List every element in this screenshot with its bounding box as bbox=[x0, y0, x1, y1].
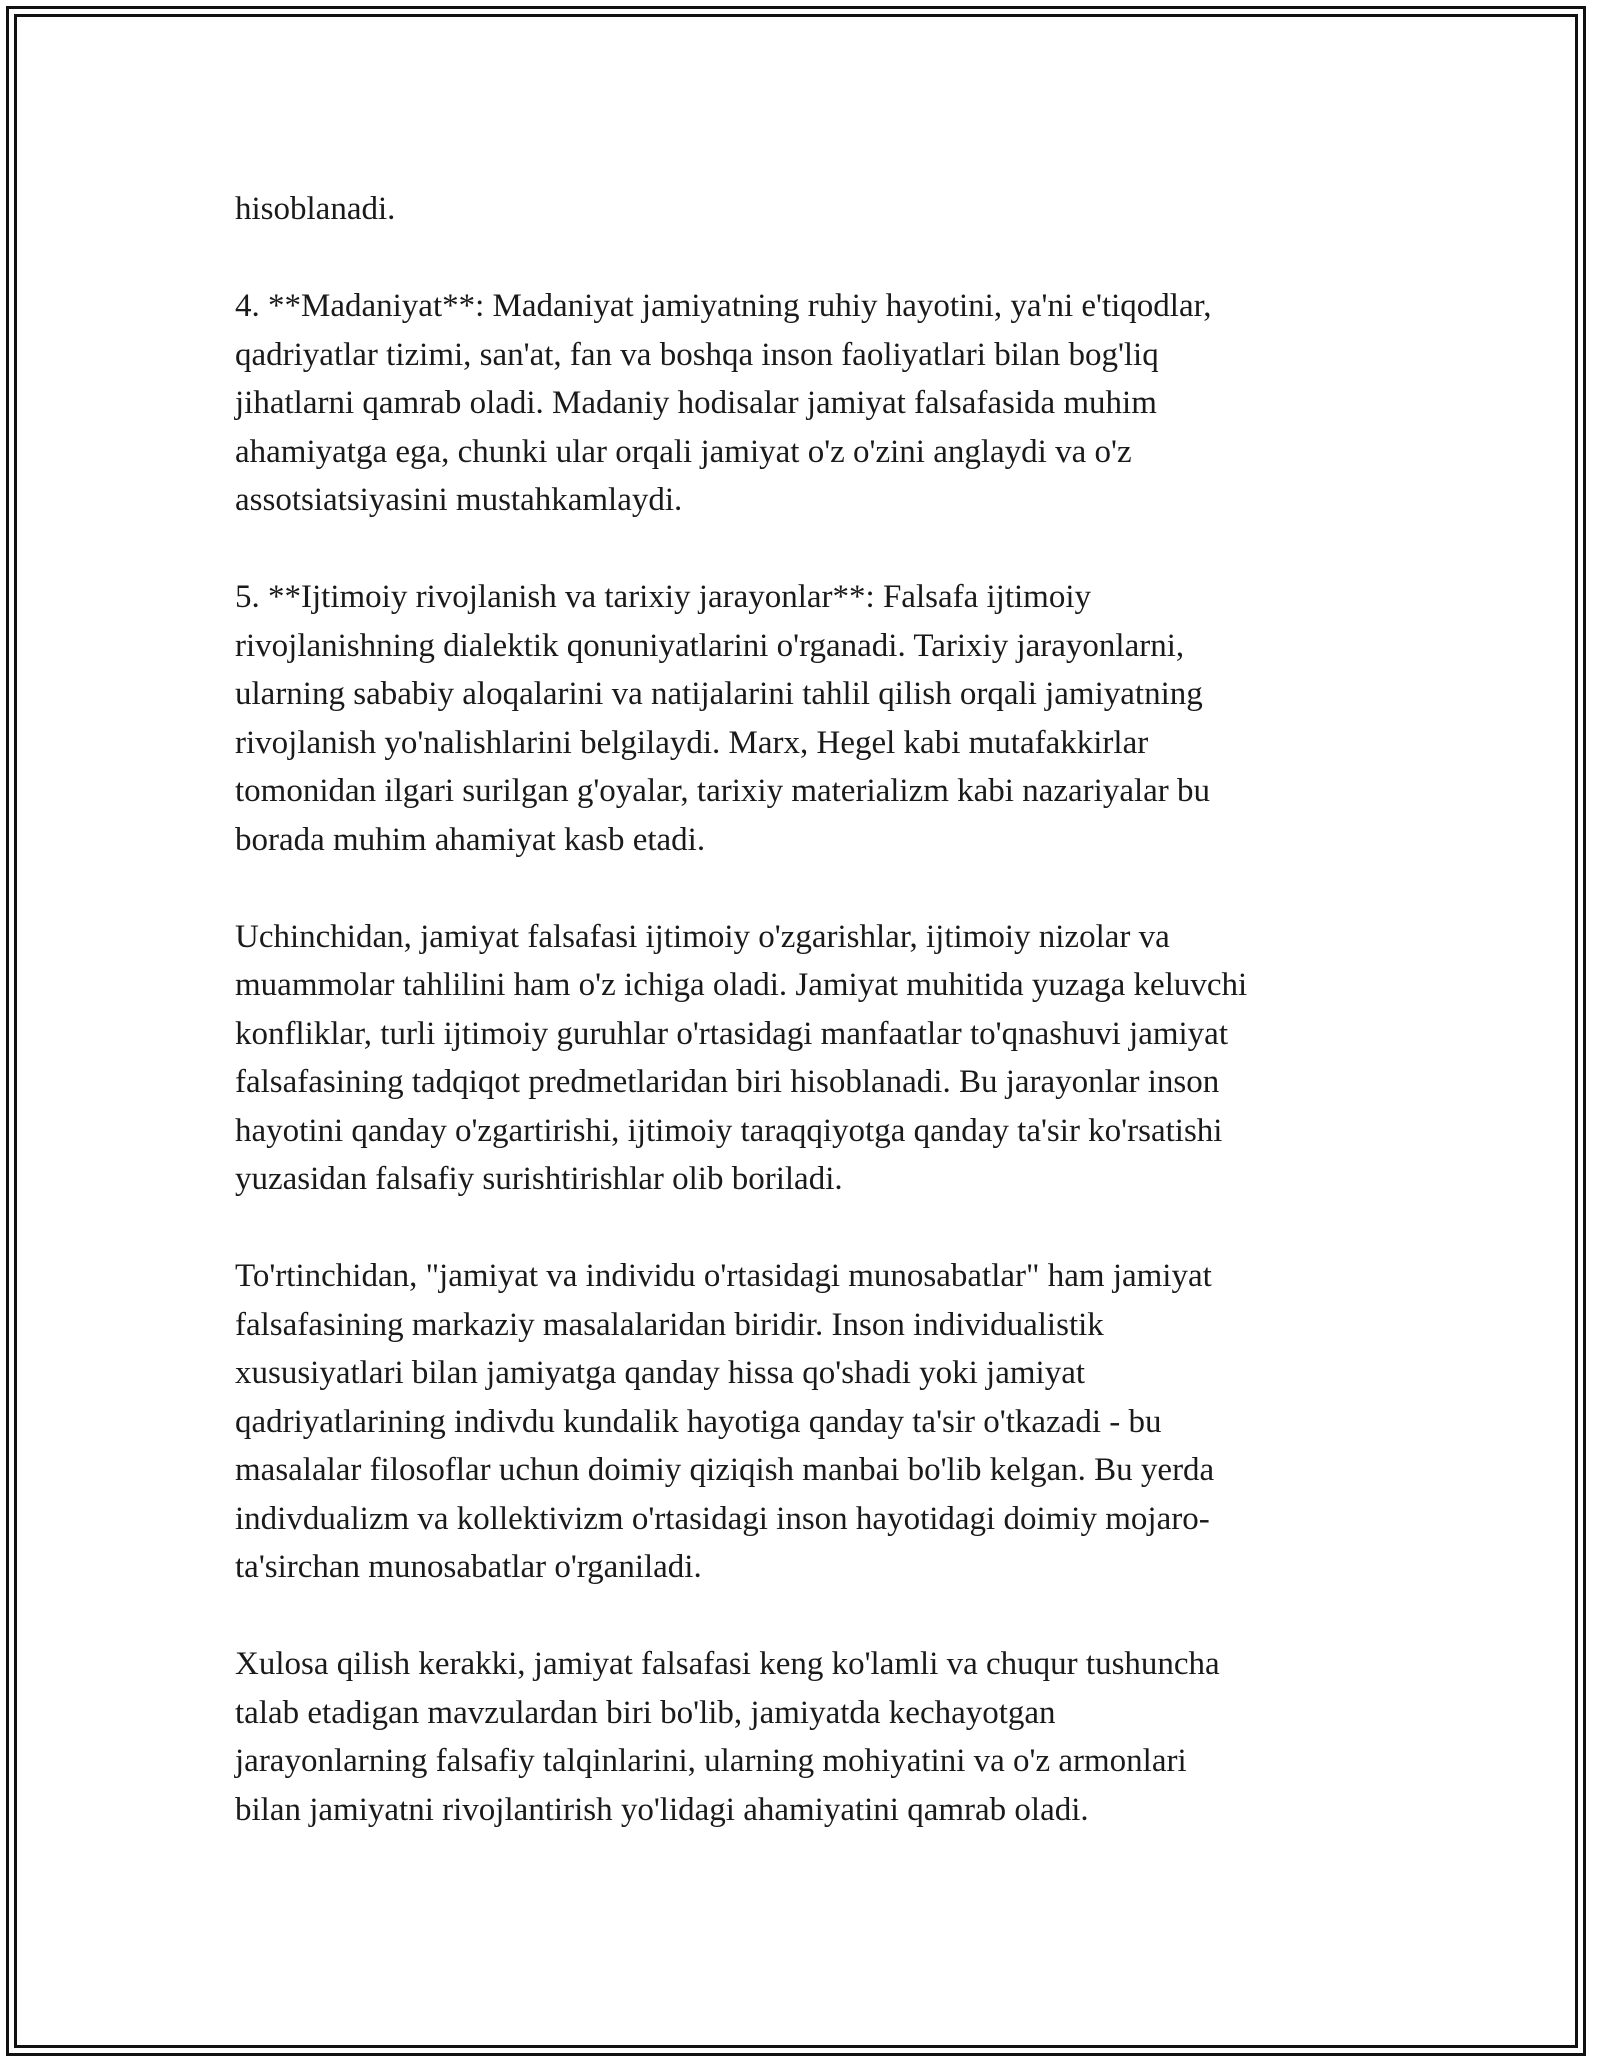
paragraph-continuation: hisoblanadi. bbox=[235, 191, 396, 227]
paragraph-ijtimoiy-rivojlanish: 5. **Ijtimoiy rivojlanish va tarixiy jarayonlar**: Falsafa ijtimoiy rivojlanishning dialektik qonuniyatlarini o'rganadi. Tarixiy jarayonlarni, ularning sababiy aloqalarini va natijalarini tahlil qilish orqali jamiyatning rivojlanish yo'nalishlarini belgilaydi. Marx, Hegel kabi mutafakkirlar tomonidan ilgari surilgan g'oyalar, tarixiy materializm kabi nazariyalar bu borada muhim ahamiyat kasb etadi. bbox=[235, 579, 1211, 858]
document-body bbox=[235, 185, 1375, 1883]
paragraph-tortinchidan: To'rtinchidan, "jamiyat va individu o'rtasidagi munosabatlar" ham jamiyat falsafasining markaziy masalalaridan biridir. Inson individualistik xususiyatlari bilan jamiyatga qanday hissa qo'shadi yoki jamiyat qadriyatlarining indivdu kundalik hayotiga qanday ta'sir o'tkazadi - bu masalalar filosoflar uchun doimiy qiziqish manbai bo'lib kelgan. Bu yerda indivdualizm va kollektivizm o'rtasidagi inson hayotidagi doimiy mojaro- ta'sirchan munosabatlar o'rganiladi. bbox=[235, 1258, 1215, 1585]
paragraph-uchinchidan: Uchinchidan, jamiyat falsafasi ijtimoiy o'zgarishlar, ijtimoiy nizolar va muammolar tahlilini ham o'z ichiga oladi. Jamiyat muhitida yuzaga keluvchi konfliklar, turli ijtimoiy guruhlar o'rtasidagi manfaatlar to'qnashuvi jamiyat falsafasining tadqiqot predmetlaridan biri hisoblanadi. Bu jarayonlar inson hayotini qanday o'zgartirishi, ijtimoiy taraqqiyotga qanday ta'sir ko'rsatishi yuzasidan falsafiy surishtirishlar olib boriladi. bbox=[235, 918, 1248, 1197]
paragraph-madaniyat: 4. **Madaniyat**: Madaniyat jamiyatning ruhiy hayotini, ya'ni e'tiqodlar, qadriyatlar tizimi, san'at, fan va boshqa inson faoliyatlari bilan bog'liq jihatlarni qamrab oladi. Madaniy hodisalar jamiyat falsafasida muhim ahamiyatga ega, chunki ular orqali jamiyat o'z o'zini anglaydi va o'z assotsiatsiyasini mustahkamlaydi. bbox=[235, 288, 1212, 518]
paragraph-xulosa: Xulosa qilish kerakki, jamiyat falsafasi keng ko'lamli va chuqur tushuncha talab etadigan mavzulardan biri bo'lib, jamiyatda kechayotgan jarayonlarning falsafiy talqinlarini, ularning mohiyatini va o'z armonlari bilan jamiyatni rivojlantirish yo'lidagi ahamiyatini qamrab oladi. bbox=[235, 1646, 1220, 1828]
